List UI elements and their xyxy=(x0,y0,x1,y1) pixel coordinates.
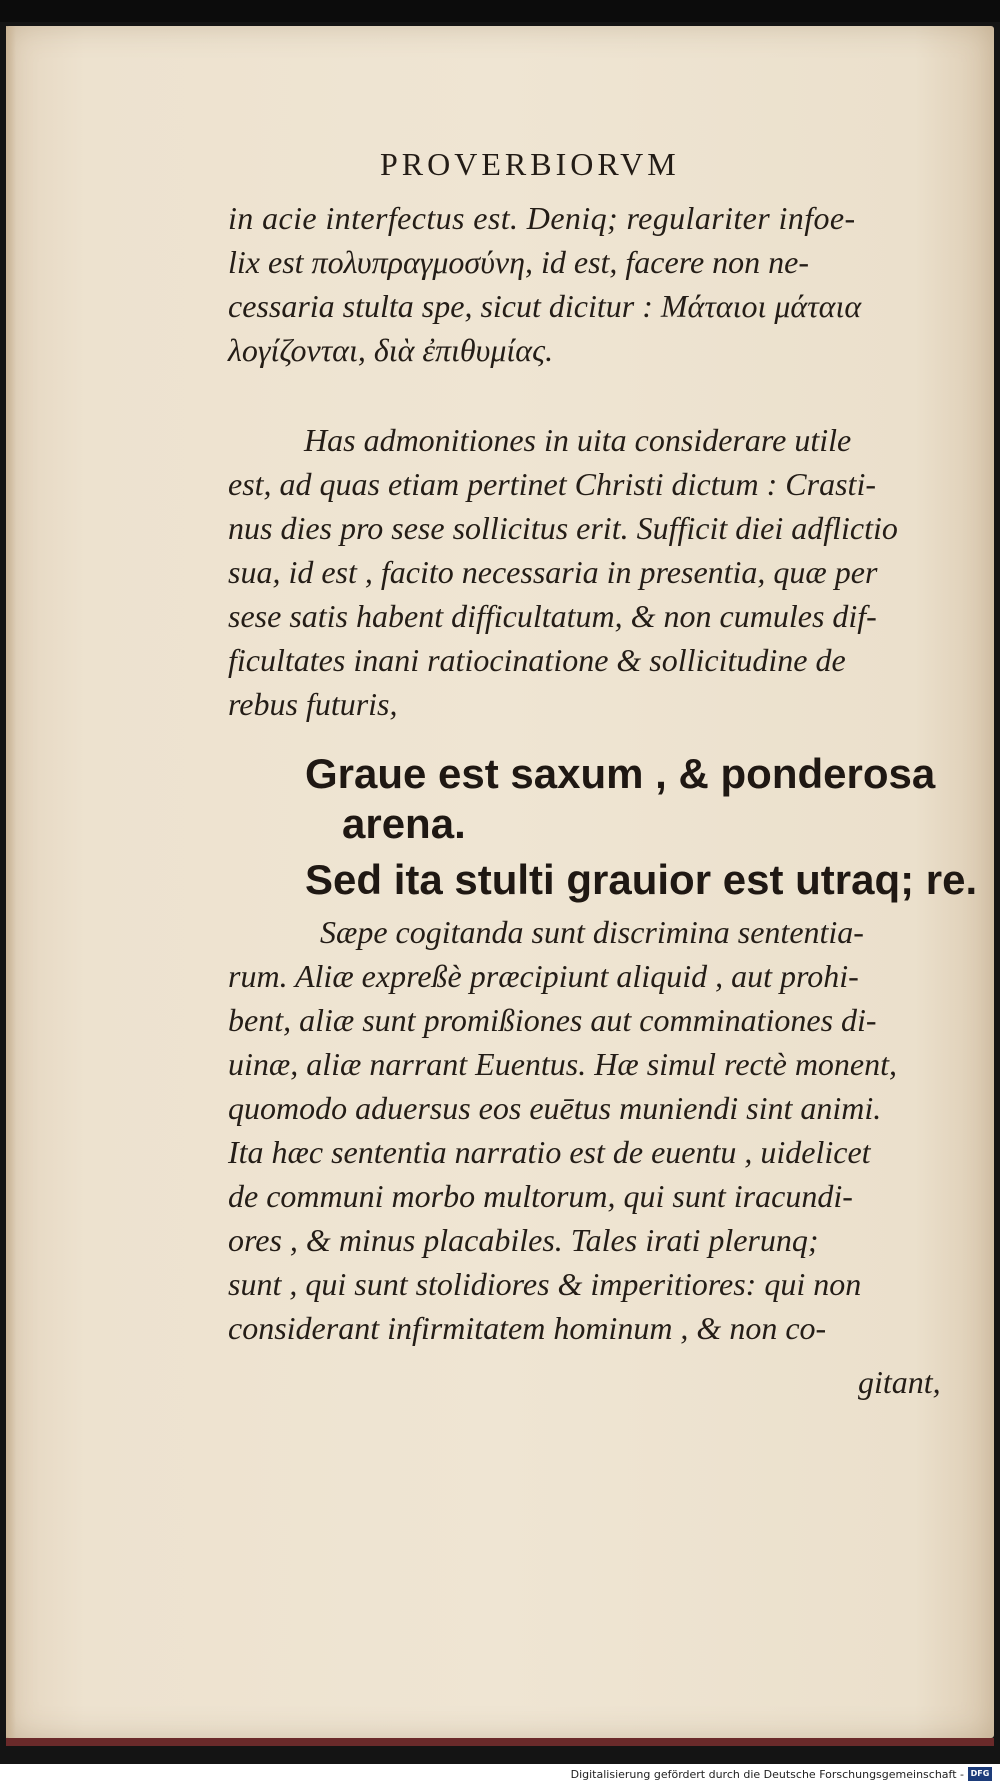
text-line: quomodo aduersus eos euētus muniendi sint animi. xyxy=(228,1090,882,1126)
text-line: considerant infirmitatem hominum , & non co- xyxy=(228,1310,827,1346)
proverb-headline-1-continuation: arena. xyxy=(342,800,466,847)
text-line: in acie interfectus est. Deniq; regulariter infoe- xyxy=(228,200,856,236)
text-line: cessaria stulta spe, sicut dicitur : Μάταιοι μάταια xyxy=(228,288,862,324)
paragraph-1 xyxy=(228,196,958,372)
text-line: sunt , qui sunt stolidiores & imperitiores: qui non xyxy=(228,1266,862,1302)
funding-credit: Digitalisierung gefördert durch die Deutsche Forschungsgemeinschaft - xyxy=(570,1768,964,1781)
page-bottom-edge xyxy=(6,1738,994,1746)
dfg-logo-icon: DFG xyxy=(968,1767,992,1781)
text-line: nus dies pro sese sollicitus erit. Sufficit diei adflictio xyxy=(228,510,898,546)
proverb-headline-2: Sed ita stulti grauior est utraq; re. xyxy=(305,856,978,903)
text-line: Sæpe cogitanda sunt discrimina sententia- xyxy=(320,914,864,950)
text-line: sese satis habent difficultatum, & non cumules dif- xyxy=(228,598,877,634)
text-line: Has admonitiones in uita considerare utile xyxy=(304,422,852,458)
text-line: lix est πολυπραγμοσύνη, id est, facere non ne- xyxy=(228,244,810,280)
running-head: PROVERBIORVM xyxy=(380,146,680,182)
text-line: de communi morbo multorum, qui sunt iracundi- xyxy=(228,1178,853,1214)
paragraph-2 xyxy=(228,418,958,726)
text-line: est, ad quas etiam pertinet Christi dictum : Crasti- xyxy=(228,466,876,502)
text-line: sua, id est , facito necessaria in presentia, quæ per xyxy=(228,554,878,590)
proverb-headline-1: Graue est saxum , & ponderosa xyxy=(305,750,936,797)
text-line: uinæ, aliæ narrant Euentus. Hæ simul rectè monent, xyxy=(228,1046,898,1082)
text-line: λογίζονται, διὰ ἐπιθυμίας. xyxy=(228,332,554,368)
text-line: rum. Aliæ expreßè præcipiunt aliquid , aut prohi- xyxy=(228,958,859,994)
catchword: gitant, xyxy=(858,1364,941,1400)
text-line: rebus futuris, xyxy=(228,686,398,722)
text-line: ficultates inani ratiocinatione & sollicitudine de xyxy=(228,642,846,678)
scan-top-band xyxy=(0,0,1000,22)
text-line: ores , & minus placabiles. Tales irati plerunq; xyxy=(228,1222,819,1258)
page-gutter-shadow xyxy=(6,26,16,1738)
text-line: bent, aliæ sunt promißiones aut comminationes di- xyxy=(228,1002,877,1038)
text-line: Ita hæc sententia narratio est de euentu , uidelicet xyxy=(228,1134,871,1170)
paragraph-3 xyxy=(228,910,958,1350)
